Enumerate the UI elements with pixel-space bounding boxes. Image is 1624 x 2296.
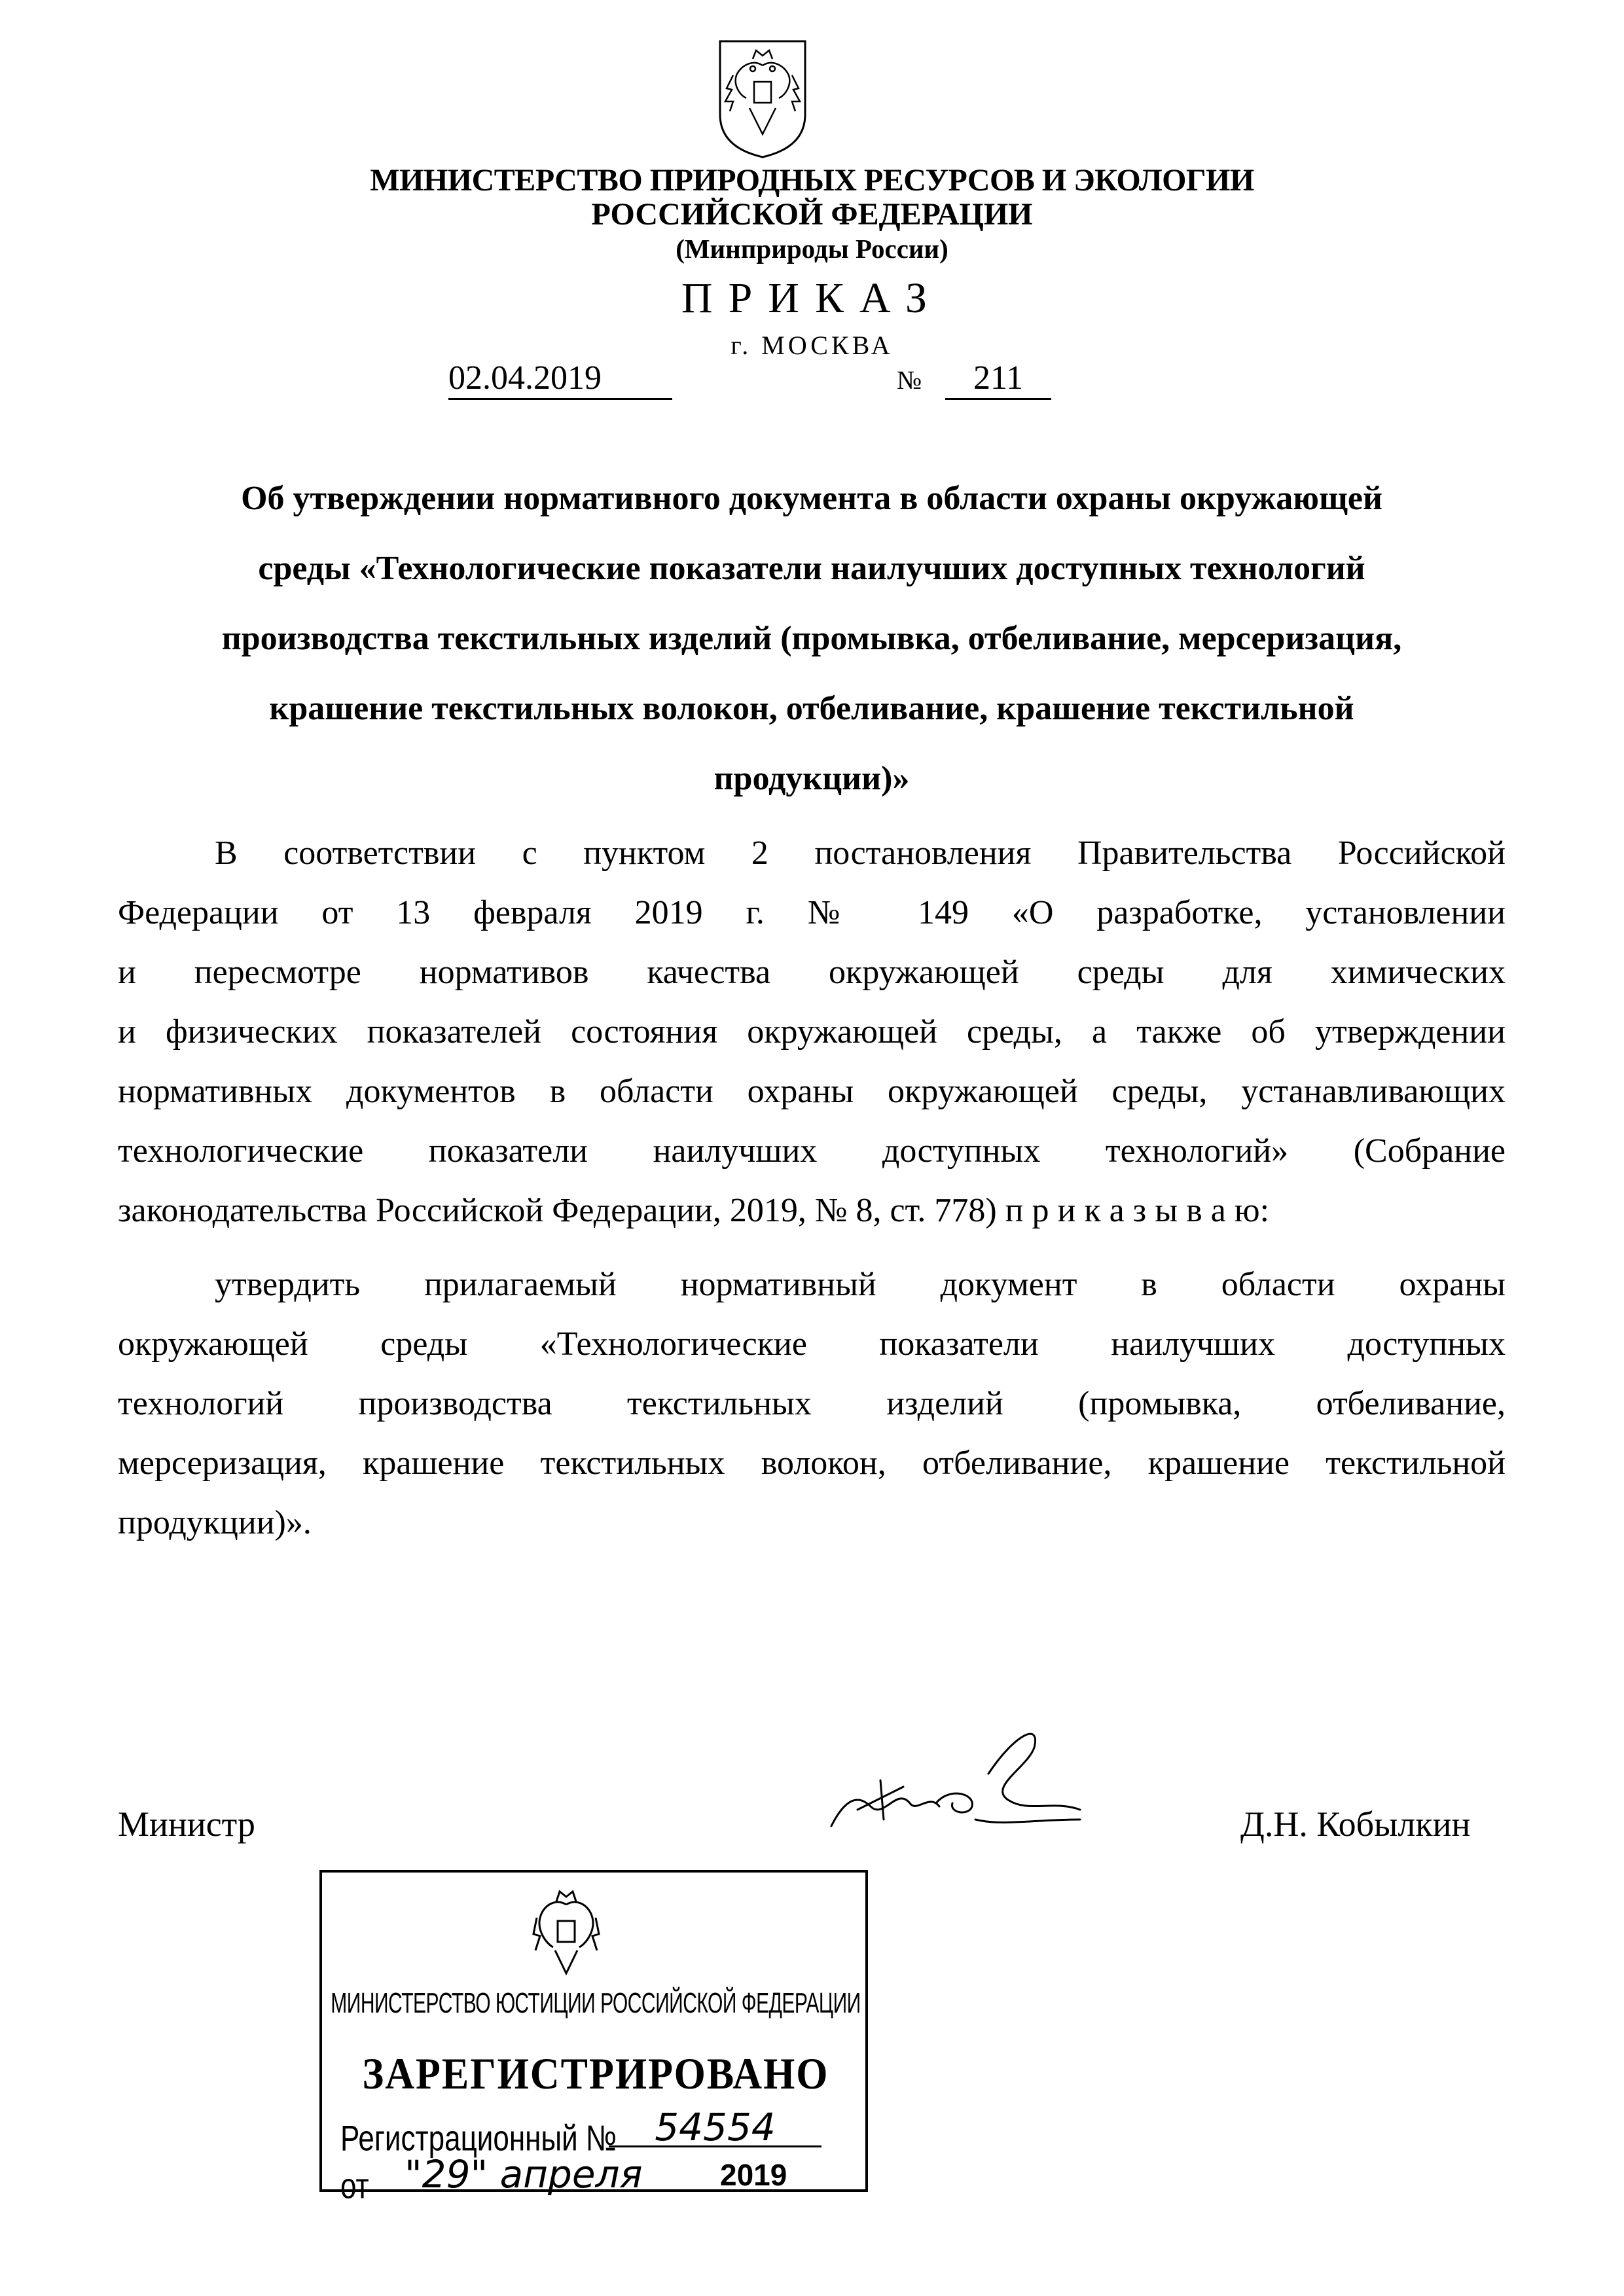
document-type: ПРИКАЗ — [681, 274, 943, 322]
stamp-year: 2019 — [720, 2158, 787, 2192]
title-line: среды «Технологические показатели наилучших доступных технологий — [258, 550, 1365, 587]
text-line: и пересмотре нормативов качества окружающей среды для химических — [118, 954, 1506, 991]
stamp-eagle-emblem — [530, 1885, 602, 1980]
text-line: В соответствии с пунктом 2 постановления Правительства Российской — [215, 834, 1506, 872]
text-line: технологические показатели наилучших доступных технологий» (Собрание — [118, 1132, 1506, 1170]
stamp-reg-label: Регистрационный № — [340, 2118, 617, 2159]
text-line: утвердить прилагаемый нормативный документ в области охраны — [215, 1266, 1506, 1303]
text-line: продукции)». — [118, 1504, 312, 1541]
title-line: продукции)» — [713, 760, 910, 797]
signer-name: Д.Н. Кобылкин — [1240, 1804, 1471, 1844]
text-line: законодательства Российской Федерации, 2019, № 8, ст. 778) п р и к а з ы в а ю: — [118, 1192, 1270, 1229]
stamp-reg-number: 54554 — [609, 2105, 821, 2147]
text-line: Федерации от 13 февраля 2019 г. № 149 «О разработке, установлении — [118, 894, 1506, 931]
paragraph-order — [118, 1255, 1506, 1552]
city: г. МОСКВА — [731, 331, 893, 360]
stamp-top-border — [319, 1870, 868, 1873]
order-date: 02.04.2019 — [448, 359, 672, 400]
title-line: Об утверждении нормативного документа в области охраны окружающей — [241, 480, 1382, 517]
text-line: мерсеризация, крашение текстильных волокон, отбеливание, крашение текстильной — [118, 1444, 1506, 1482]
paragraph-preamble — [118, 823, 1506, 1240]
text-line: технологий производства текстильных изделий (промывка, отбеливание, — [118, 1385, 1506, 1422]
stamp-ministry: МИНИСТЕРСТВО ЮСТИЦИИ РОССИЙСКОЙ ФЕДЕРАЦИИ — [331, 1988, 861, 2020]
ministry-short-name: (Минприроды России) — [676, 234, 948, 264]
stamp-status: ЗАРЕГИСТРИРОВАНО — [362, 2049, 829, 2099]
ministry-name-line2: РОССИЙСКОЙ ФЕДЕРАЦИИ — [591, 197, 1033, 232]
number-sign: № — [897, 365, 922, 395]
order-title — [131, 463, 1492, 814]
text-line: нормативных документов в области охраны окружающей среды, устанавливающих — [118, 1073, 1506, 1110]
signer-position: Министр — [118, 1804, 255, 1844]
title-line: производства текстильных изделий (промывка, отбеливание, мерсеризация, — [221, 620, 1402, 657]
handwritten-signature — [818, 1695, 1093, 1859]
text-line: окружающей среды «Технологические показатели наилучших доступных — [118, 1325, 1506, 1363]
ministry-name-line1: МИНИСТЕРСТВО ПРИРОДНЫХ РЕСУРСОВ И ЭКОЛОГИИ — [370, 163, 1254, 198]
stamp-date-label: от — [340, 2166, 369, 2206]
title-line: крашение текстильных волокон, отбеливание, крашение текстильной — [269, 690, 1354, 727]
text-line: и физических показателей состояния окружающей среды, а также об утверждении — [118, 1013, 1506, 1050]
coat-of-arms-emblem — [713, 36, 812, 160]
order-number: 211 — [945, 359, 1051, 400]
stamp-date-handwritten: "29" апреля — [405, 2152, 643, 2197]
